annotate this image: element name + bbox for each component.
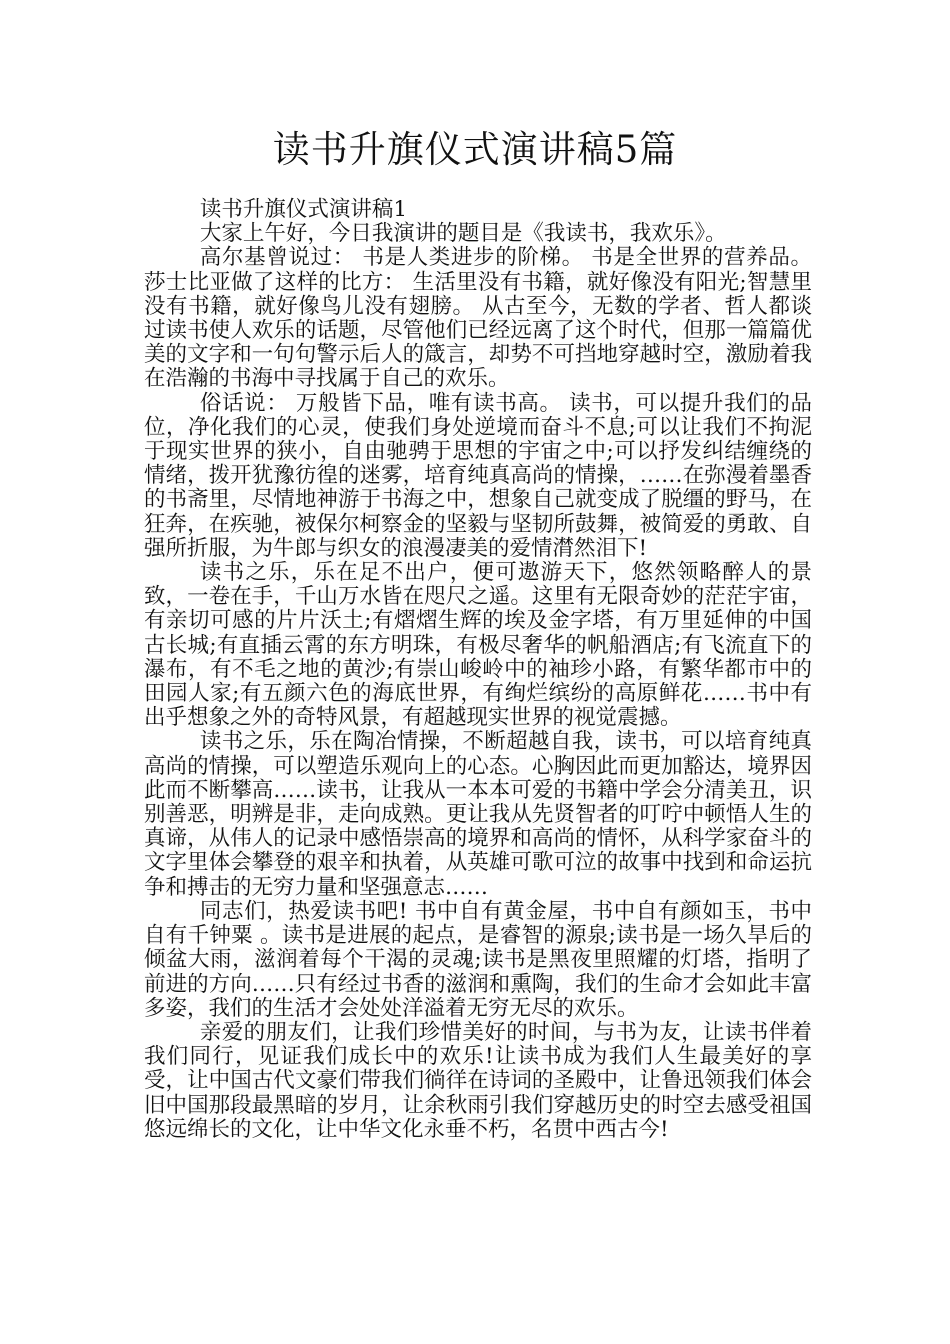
paragraph: 俗话说： 万般皆下品，唯有读书高。 读书，可以提升我们的品位，净化我们的心灵，使我们身处逆境而奋斗不息;可以让我们不拘泥于现实世界的狭小，自由驰骋于思想的宇宙之中;可以抒发纠结缠绕的情绪，拨开犹豫彷徨的迷雾，培育纯真高尚的情操，……在弥漫着墨香的书斋里，尽情地神游于书海之中，想象自己就变成了脱缰的野马，在狂奔，在疾驰，被保尔柯察金的坚毅与坚韧所鼓舞，被简爱的勇敢、自强所折服，为牛郎与织女的浪漫凄美的爱情潸然泪下! <box>144 390 812 561</box>
paragraph: 亲爱的朋友们，让我们珍惜美好的时间，与书为友，让读书伴着我们同行，见证我们成长中的欢乐!让读书成为我们人生最美好的享受，让中国古代文豪们带我们徜徉在诗词的圣殿中，让鲁迅领我们体会旧中国那段最黑暗的岁月，让余秋雨引我们穿越历史的时空去感受祖国悠远绵长的文化，让中华文化永垂不朽，名贯中西古今! <box>144 1019 812 1142</box>
paragraph: 同志们，热爱读书吧! 书中自有黄金屋，书中自有颜如玉，书中自有千钟粟 。读书是进展的起点，是睿智的源泉;读书是一场久旱后的倾盆大雨，滋润着每个干渴的灵魂;读书是黑夜里照耀的灯塔，指明了前进的方向……只有经过书香的滋润和熏陶，我们的生命才会如此丰富多姿，我们的生活才会处处洋溢着无穷无尽的欢乐。 <box>144 898 812 1021</box>
paragraph: 读书之乐，乐在陶冶情操，不断超越自我，读书，可以培育纯真高尚的情操，可以塑造乐观向上的心态。心胸因此而更加豁达，境界因此而不断攀高……读书，让我从一本本可爱的书籍中学会分清美丑，识别善恶，明辨是非，走向成熟。更让我从先贤智者的叮咛中顿悟人生的真谛，从伟人的记录中感悟崇高的境界和高尚的情怀，从科学家奋斗的文字里体会攀登的艰辛和执着，从英雄可歌可泣的故事中找到和命运抗争和搏击的无穷力量和坚强意志…… <box>144 729 812 900</box>
section-heading: 读书升旗仪式演讲稿1 <box>199 197 408 222</box>
paragraph: 高尔基曾说过： 书是人类进步的阶梯。 书是全世界的营养品。 莎士比亚做了这样的比方： 生活里没有书籍，就好像没有阳光;智慧里没有书籍，就好像鸟儿没有翅膀。 从古至今，无数的学者、哲人都谈过读书使人欢乐的话题，尽管他们已经远离了这个时代，但那一篇篇优美的文字和一句句警示后人的箴言，却势不可挡地穿越时空，激励着我在浩瀚的书海中寻找属于自己的欢乐。 <box>144 245 812 392</box>
paragraph: 大家上午好，今日我演讲的题目是《我读书，我欢乐》。 <box>199 221 727 247</box>
paragraph: 读书之乐，乐在足不出户，便可遨游天下，悠然领略醉人的景致，一卷在手，千山万水皆在咫尺之遥。这里有无限奇妙的茫茫宇宙，有亲切可感的片片沃土;有熠熠生辉的埃及金字塔，有万里延伸的中国古长城;有直插云霄的东方明珠，有极尽奢华的帆船酒店;有飞流直下的瀑布，有不毛之地的黄沙;有崇山峻岭中的袖珍小路，有繁华都市中的田园人家;有五颜六色的海底世界，有绚烂缤纷的高原鲜花……书中有出乎想象之外的奇特风景，有超越现实世界的视觉震撼。 <box>144 560 812 731</box>
document-body <box>144 198 812 1142</box>
document-title: 读书升旗仪式演讲稿5篇 <box>272 128 678 171</box>
